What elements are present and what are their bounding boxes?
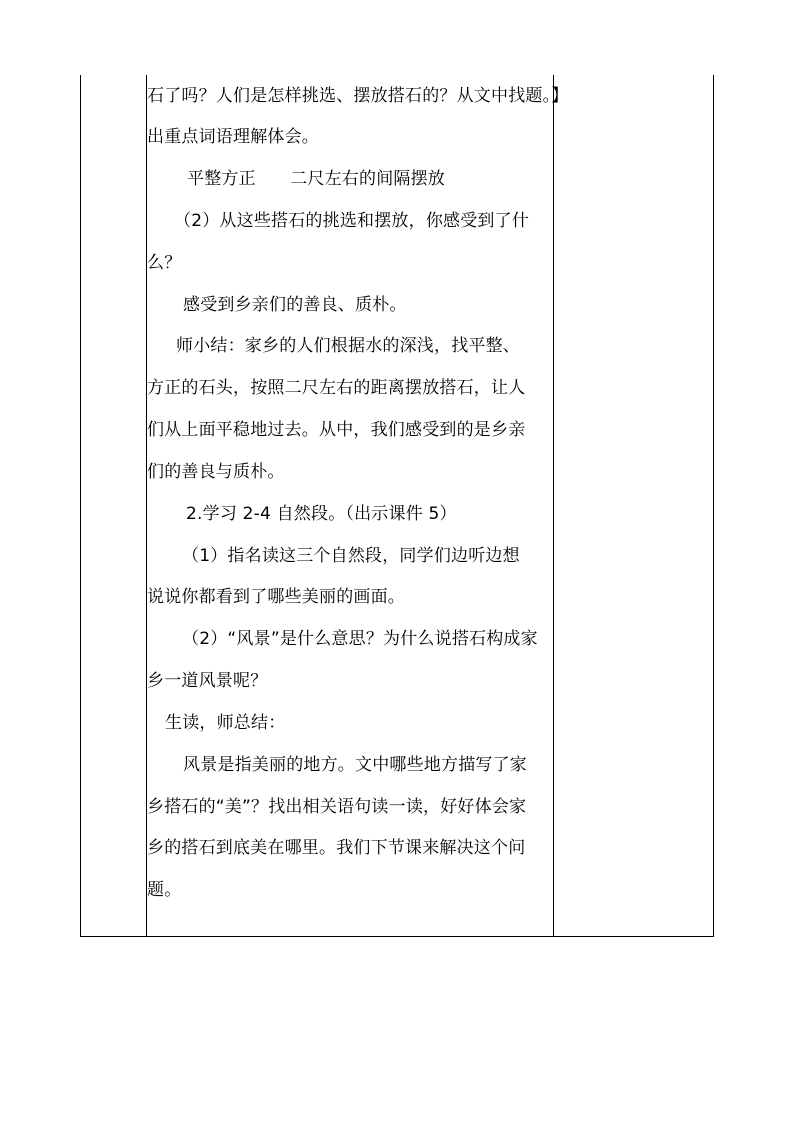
text-line-3: 平整方正 二尺左右的间隔摆放 — [187, 169, 445, 189]
text-line-20: 题。 — [147, 880, 182, 900]
table-divider-right — [553, 75, 554, 937]
text-line-17: 风景是指美丽的地方。文中哪些地方描写了家 — [183, 755, 527, 775]
text-line-13: 说说你都看到了哪些美丽的画面。 — [147, 587, 405, 607]
text-line-2: 出重点词语理解体会。 — [147, 127, 319, 147]
table-border-bottom — [80, 936, 714, 937]
text-line-14: （2）“风景”是什么意思？为什么说搭石构成家 — [182, 629, 538, 649]
table-border-right — [713, 75, 714, 937]
text-line-15: 乡一道风景呢？ — [147, 671, 268, 691]
text-line-10: 们的善良与质朴。 — [147, 462, 285, 482]
text-line-4: （2）从这些搭石的挑选和摆放，你感受到了什 — [174, 211, 530, 231]
text-line-8: 方正的石头，按照二尺左右的距离摆放搭石，让人 — [147, 378, 526, 398]
text-line-6: 感受到乡亲们的善良、质朴。 — [183, 295, 407, 315]
text-line-16: 生读，师总结： — [165, 713, 286, 733]
table-border-left — [80, 75, 81, 937]
text-line-18: 乡搭石的“美”？找出相关语句读一读，好好体会家 — [147, 797, 527, 817]
text-line-5: 么？ — [147, 253, 182, 273]
text-line-19: 乡的搭石到底美在哪里。我们下节课来解决这个问 — [147, 838, 526, 858]
text-line-1: 石了吗？人们是怎样挑选、摆放搭石的？从文中找题。】 — [147, 86, 569, 106]
text-line-7: 师小结：家乡的人们根据水的深浅，找平整、 — [176, 336, 520, 356]
text-line-12: （1）指名读这三个自然段，同学们边听边想 — [182, 546, 520, 566]
text-line-9: 们从上面平稳地过去。从中，我们感受到的是乡亲 — [147, 420, 526, 440]
text-line-11: 2.学习 2-4 自然段。（出示课件 5） — [186, 504, 457, 524]
